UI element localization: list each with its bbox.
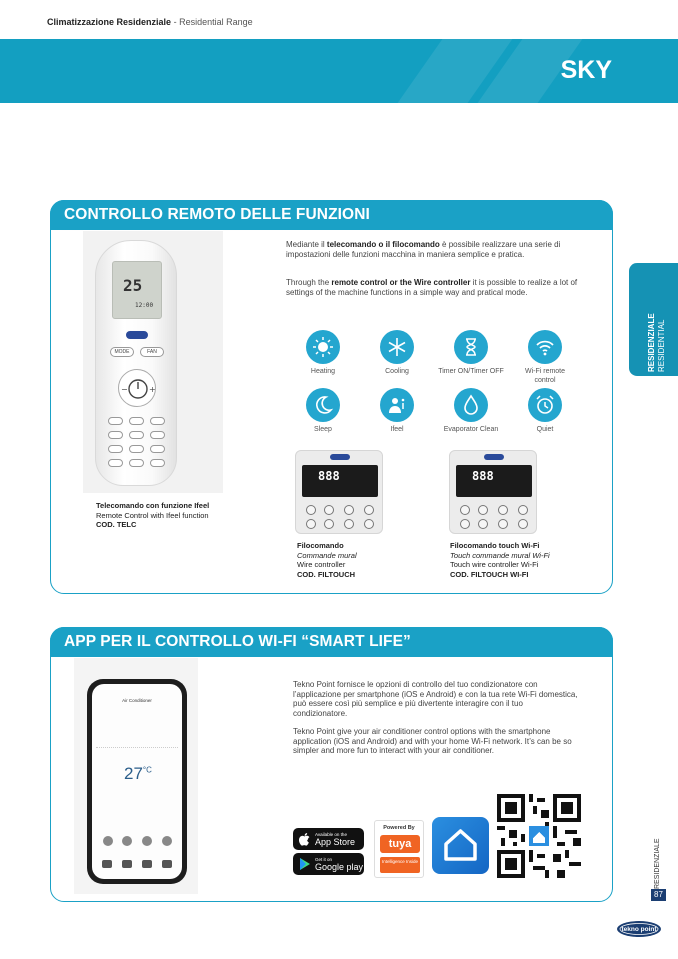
app-store-small: Available on the bbox=[315, 832, 347, 837]
google-play-small: Get it on bbox=[315, 857, 333, 862]
remote-power-dpad bbox=[118, 369, 156, 407]
smartphone-image bbox=[87, 679, 187, 884]
controller-fr: Touch commande mural Wi-Fi bbox=[450, 550, 550, 560]
function-label: Evaporator Clean bbox=[443, 426, 499, 433]
phone-screen bbox=[92, 684, 182, 879]
qr-code-icon[interactable] bbox=[497, 794, 581, 878]
droplet-icon bbox=[454, 388, 488, 422]
function-label: Sleep bbox=[314, 426, 332, 433]
function-label: Quiet bbox=[536, 426, 554, 433]
card-title: CONTROLLO REMOTO DELLE FUNZIONI bbox=[64, 206, 370, 223]
google-play-big: Google play bbox=[315, 862, 364, 872]
tekno-point-logo bbox=[616, 919, 662, 939]
wifi-wire-controller-image bbox=[449, 450, 537, 534]
phone-nav-button bbox=[142, 860, 152, 868]
remote-small-button bbox=[108, 445, 123, 453]
remote-brand-logo bbox=[126, 331, 148, 339]
controller-button bbox=[498, 505, 508, 515]
controller-en: Wire controller bbox=[297, 560, 346, 569]
side-tab-it: RESIDENZIALE bbox=[647, 313, 656, 372]
remote-small-button bbox=[129, 431, 144, 439]
tuya-logo: tuya bbox=[380, 835, 420, 853]
text-run: è possibile realizzare una serie di impostazioni delle funzioni macchina in maniera semplice e pratica. bbox=[286, 240, 561, 259]
text-run: it is possible to realize a lot of settings of the machine functions in a simple way and pratical mode. bbox=[286, 278, 578, 297]
controller-button bbox=[324, 519, 334, 529]
svg-text:+: + bbox=[149, 385, 156, 394]
tuya-badge bbox=[374, 820, 424, 878]
controller-button bbox=[344, 505, 354, 515]
controller-button bbox=[478, 519, 488, 529]
function-label: Cooling bbox=[385, 368, 409, 375]
page-number: 87 bbox=[651, 889, 666, 901]
header-category: Climatizzazione Residenziale bbox=[47, 17, 172, 27]
remote-caption bbox=[96, 501, 216, 530]
controller-button bbox=[478, 505, 488, 515]
brand-text: tekno point bbox=[621, 926, 657, 933]
remote-small-button bbox=[150, 431, 165, 439]
remote-small-button bbox=[108, 459, 123, 467]
apple-icon bbox=[299, 832, 311, 846]
function-wifi bbox=[508, 330, 582, 385]
side-tab-en: RESIDENTIAL bbox=[657, 319, 666, 372]
text-run: Mediante il bbox=[286, 240, 327, 249]
hourglass-icon bbox=[454, 330, 488, 364]
remote-small-button bbox=[150, 417, 165, 425]
power-icon bbox=[119, 370, 157, 408]
controller-button bbox=[306, 505, 316, 515]
controller-button bbox=[518, 505, 528, 515]
remote-lcd bbox=[112, 261, 162, 319]
app-intro-it: Tekno Point fornisce le opzioni di controllo del tuo condizionatore con l’applicazione per smartphone (iOS e Android) e con la tua rete Wi-Fi domestica, può essere così più semplice e più divertente interagire con il tuo condizionatore. bbox=[293, 680, 578, 718]
controller-button bbox=[364, 519, 374, 529]
function-label: Heating bbox=[310, 368, 336, 375]
moon-icon bbox=[306, 388, 340, 422]
footer-side-label: RESIDENZIALE bbox=[654, 838, 661, 889]
controller-button bbox=[364, 505, 374, 515]
remote-small-button bbox=[150, 459, 165, 467]
function-label: Ifeel bbox=[390, 426, 404, 433]
controller-code: COD. FILTOUCH bbox=[297, 569, 356, 579]
controller-screen bbox=[456, 465, 532, 497]
function-cooling bbox=[360, 330, 434, 377]
remote-small-button bbox=[108, 417, 123, 425]
phone-nav-button bbox=[102, 860, 112, 868]
tuya-tagline: Intelligence Inside bbox=[380, 857, 420, 873]
remote-small-button bbox=[129, 445, 144, 453]
smart-life-app-icon bbox=[432, 817, 489, 874]
function-label: Wi-Fi remote control bbox=[524, 368, 566, 384]
phone-nav-button bbox=[162, 860, 172, 868]
section-side-tab bbox=[629, 263, 678, 376]
function-sleep bbox=[286, 388, 360, 435]
tuya-powered-by: Powered By bbox=[383, 825, 415, 831]
controller-brand-logo bbox=[330, 454, 350, 460]
svg-text:−: − bbox=[121, 385, 128, 394]
phone-app-header: Air Conditioner bbox=[122, 698, 152, 703]
header-range: Residential Range bbox=[179, 17, 253, 27]
phone-status-area bbox=[96, 708, 178, 748]
controller-button bbox=[324, 505, 334, 515]
phone-nav-button bbox=[122, 860, 132, 868]
remote-small-button bbox=[108, 431, 123, 439]
header-line bbox=[47, 17, 253, 27]
wifi-icon bbox=[528, 330, 562, 364]
controller-name: Filocomando touch Wi-Fi bbox=[450, 541, 540, 550]
function-heating bbox=[286, 330, 360, 377]
function-timer bbox=[434, 330, 508, 377]
controller-fr: Commande mural bbox=[297, 550, 357, 560]
controller-button bbox=[518, 519, 528, 529]
remote-caption-title: Telecomando con funzione Ifeel bbox=[96, 501, 210, 510]
controller-screen bbox=[302, 465, 378, 497]
controller-button bbox=[344, 519, 354, 529]
controller-brand-logo bbox=[484, 454, 504, 460]
home-icon bbox=[432, 817, 489, 874]
remote-intro-en bbox=[286, 278, 586, 297]
controller-name: Filocomando bbox=[297, 541, 344, 550]
text-bold: remote control or the Wire controller bbox=[331, 278, 471, 287]
phone-temp-unit: °C bbox=[142, 765, 152, 775]
remote-lcd-time: 12:00 bbox=[135, 302, 154, 309]
wire-controller-image bbox=[295, 450, 383, 534]
wire-controller-caption bbox=[297, 541, 437, 579]
card-title: APP PER IL CONTROLLO WI-FI “SMART LIFE” bbox=[64, 633, 411, 650]
play-icon bbox=[299, 857, 311, 871]
phone-temperature bbox=[124, 764, 152, 784]
alarm-clock-icon bbox=[528, 388, 562, 422]
side-tab-text bbox=[647, 313, 667, 372]
remote-caption-en: Remote Control with Ifeel function bbox=[96, 510, 209, 520]
google-play-badge[interactable] bbox=[293, 853, 364, 875]
remote-small-button bbox=[129, 459, 144, 467]
function-evaporator-clean bbox=[434, 388, 508, 435]
header-separator: - bbox=[173, 17, 177, 27]
controller-digits: 888 bbox=[318, 469, 340, 483]
text-run: Through the bbox=[286, 278, 332, 287]
app-store-badge[interactable] bbox=[293, 828, 364, 850]
product-title: SKY bbox=[560, 56, 612, 84]
sun-icon bbox=[306, 330, 340, 364]
remote-caption-code: COD. TELC bbox=[96, 520, 137, 529]
controller-button bbox=[460, 505, 470, 515]
app-store-big: App Store bbox=[315, 837, 356, 847]
controller-digits: 888 bbox=[472, 469, 494, 483]
remote-lcd-temp: 25 bbox=[123, 276, 143, 295]
function-label: Timer ON/Timer OFF bbox=[438, 368, 504, 375]
text-bold: telecomando o il filocomando bbox=[326, 240, 440, 249]
remote-small-button bbox=[150, 445, 165, 453]
remote-mode-button: MODE bbox=[110, 347, 134, 357]
remote-intro-it bbox=[286, 240, 586, 259]
controller-button bbox=[306, 519, 316, 529]
phone-temp-value: 27 bbox=[124, 764, 143, 783]
remote-control-image bbox=[95, 240, 177, 486]
remote-small-button bbox=[129, 417, 144, 425]
snowflake-icon bbox=[380, 330, 414, 364]
function-quiet bbox=[508, 388, 582, 435]
function-ifeel bbox=[360, 388, 434, 435]
wifi-controller-caption bbox=[450, 541, 600, 579]
remote-fan-button: FAN bbox=[140, 347, 164, 357]
controller-en: Touch wire controller Wi-Fi bbox=[450, 560, 539, 569]
person-icon bbox=[380, 388, 414, 422]
app-intro-en: Tekno Point give your air conditioner control options with the smartphone application (iOS and Android) and with your home Wi-Fi network. It’s can be so simpler and more fun to interact with your air conditioner. bbox=[293, 727, 572, 755]
card-header bbox=[50, 627, 613, 657]
phone-mode-icons bbox=[100, 834, 176, 848]
title-banner bbox=[0, 39, 678, 103]
card-header bbox=[50, 200, 613, 230]
controller-code: COD. FILTOUCH WI-FI bbox=[450, 569, 529, 579]
controller-button bbox=[498, 519, 508, 529]
controller-button bbox=[460, 519, 470, 529]
